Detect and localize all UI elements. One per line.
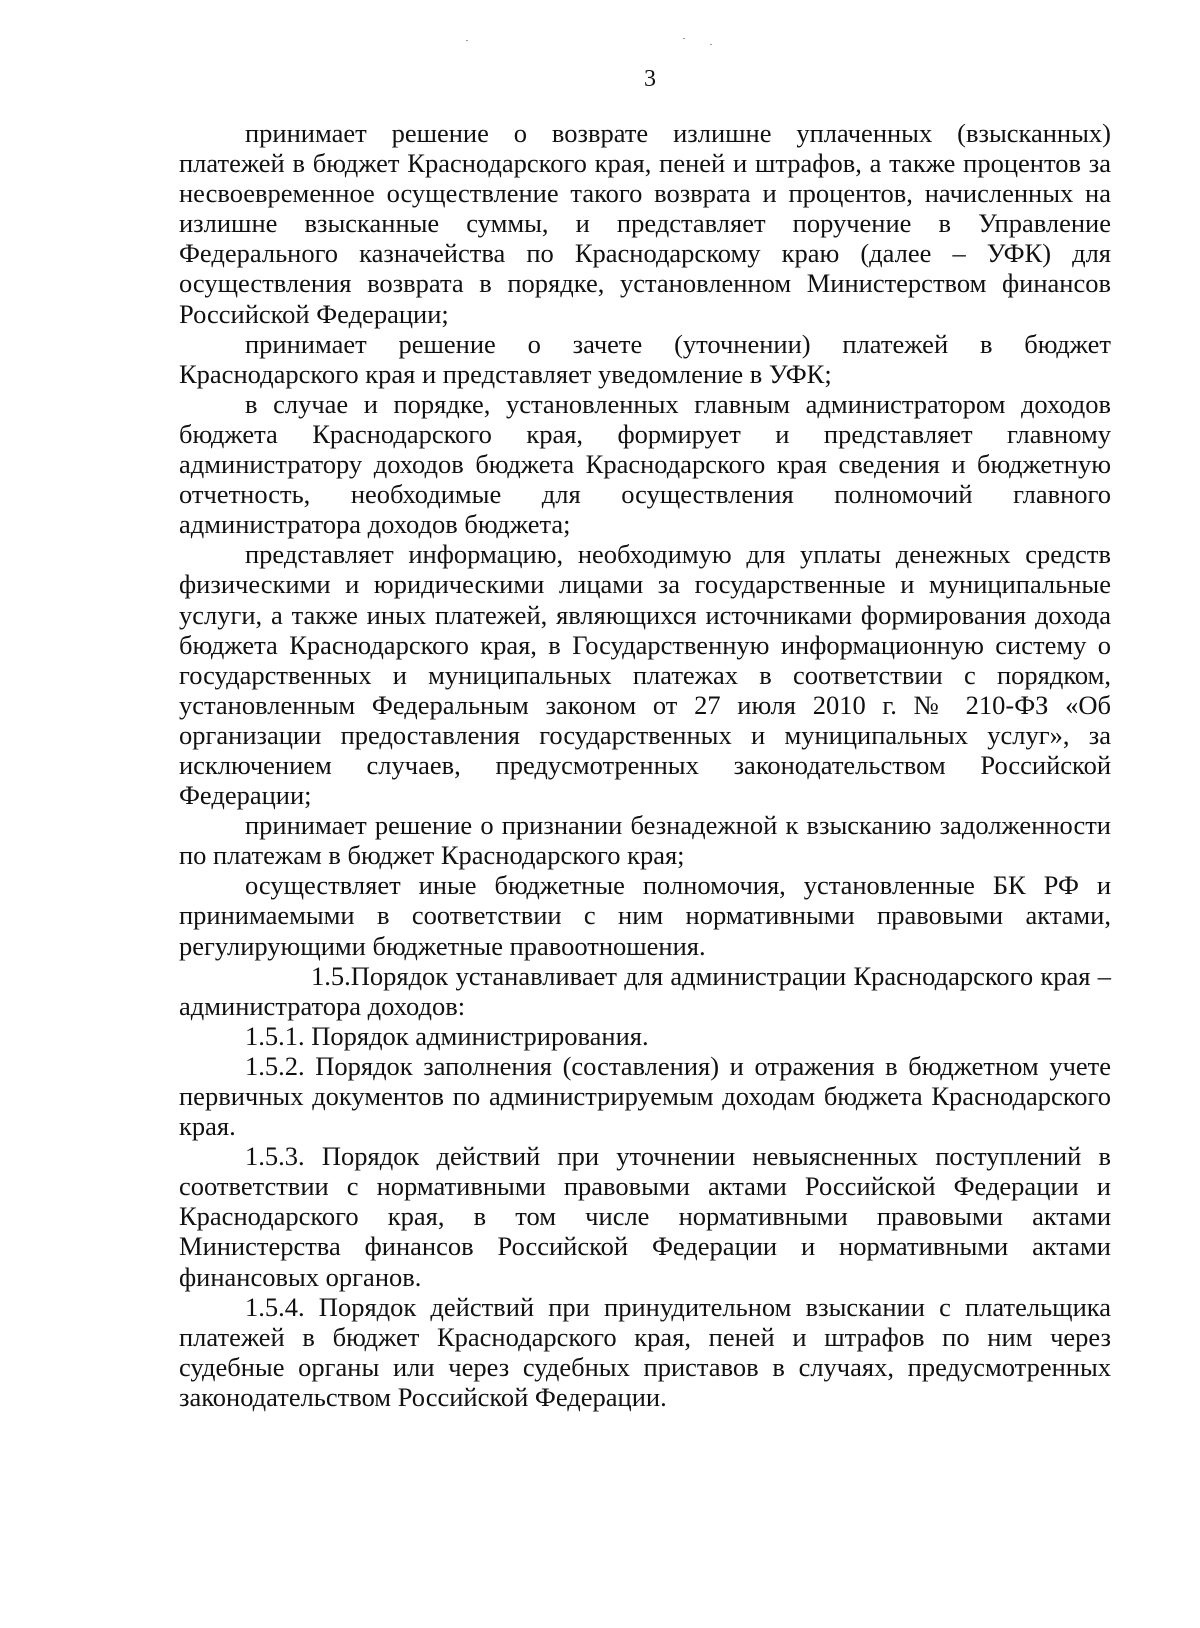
scan-speck bbox=[710, 44, 712, 45]
scan-speck bbox=[466, 40, 468, 41]
paragraph: 1.5.3. Порядок действий при уточнении невыясненных поступлений в соответствии с нормативными правовыми актами Российской Федерации и Краснодарского края, в том числе нормативными правовыми актами Министерства финансов Российской Федерации и нормативными актами финансовых органов. bbox=[179, 1141, 1111, 1292]
section-text: Порядок устанавливает для администрации Краснодарского края – администратора доходов: bbox=[179, 960, 1111, 1021]
paragraph: в случае и порядке, установленных главным администратором доходов бюджета Краснодарского края, формирует и представляет главному администратору доходов бюджета Краснодарского края сведения и бюджетную отчетность, необходимые для осуществления полномочий главного администратора доходов бюджета; bbox=[179, 388, 1111, 540]
section-number: 1.5. bbox=[311, 960, 351, 991]
document-body bbox=[179, 118, 1111, 1412]
page-number: 3 bbox=[644, 66, 656, 92]
paragraph: 1.5.4. Порядок действий при принудительном взыскании с плательщика платежей в бюджет Краснодарского края, пеней и штрафов по ним через судебные органы или через судебных приставов в случаях, предусмотренных законодательством Российской Федерации. bbox=[179, 1291, 1111, 1412]
paragraph: принимает решение о зачете (уточнении) платежей в бюджет Краснодарского края и представляет уведомление в УФК; bbox=[179, 328, 1111, 389]
scan-speck bbox=[683, 38, 685, 39]
paragraph: представляет информацию, необходимую для уплаты денежных средств физическими и юридическими лицами за государственные и муниципальные услуги, а также иных платежей, являющихся источниками формирования дохода бюджета Краснодарского края, в Государственную информационную систему о государственных и муниципальных платежах в соответствии с порядком, установленным Федеральным законом от 27 июля 2010 г. № 210-ФЗ «Об организации предоставления государственных и муниципальных услуг», за исключением случаев, предусмотренных законодательством Российской Федерации; bbox=[179, 539, 1111, 811]
paragraph: 1.5.1. Порядок администрирования. bbox=[245, 1020, 649, 1051]
section-paragraph bbox=[179, 961, 1111, 1021]
paragraph: принимает решение о возврате излишне уплаченных (взысканных) платежей в бюджет Краснодарского края, пеней и штрафов, а также процентов за несвоевременное осуществление такого возврата и процентов, начисленных на излишне взысканные суммы, и представляет поручение в Управление Федерального казначейства по Краснодарскому краю (далее – УФК) для осуществления возврата в порядке, установленном Министерством финансов Российской Федерации; bbox=[179, 118, 1111, 329]
paragraph: принимает решение о признании безнадежной к взысканию задолженности по платежам в бюджет Краснодарского края; bbox=[179, 810, 1111, 871]
paragraph: 1.5.2. Порядок заполнения (составления) и отражения в бюджетном учете первичных документов по администрируемым доходам бюджета Краснодарского края. bbox=[179, 1050, 1111, 1142]
paragraph: осуществляет иные бюджетные полномочия, установленные БК РФ и принимаемыми в соответствии с ним нормативными правовыми актами, регулирующими бюджетные правоотношения. bbox=[179, 870, 1111, 961]
